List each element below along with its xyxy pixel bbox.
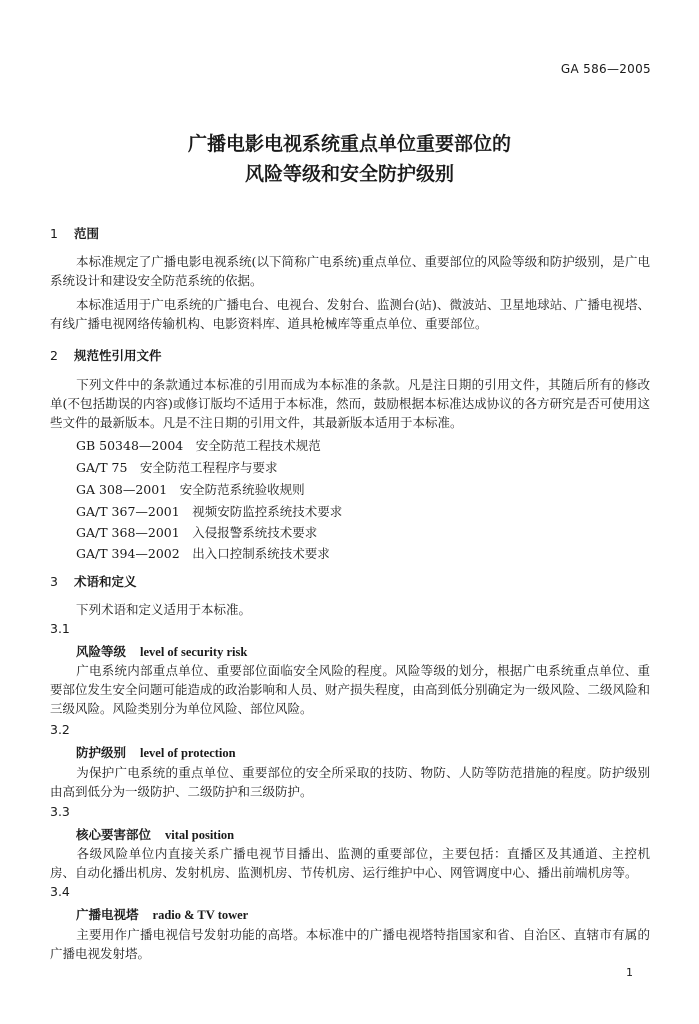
section-2-heading <box>50 346 162 364</box>
term-english: level of protection <box>140 746 236 760</box>
subclause-number: 3.4 <box>50 884 70 899</box>
section-title: 规范性引用文件 <box>74 348 162 363</box>
subclause-number: 3.1 <box>50 621 70 636</box>
normative-reference: GA/T 368—2001 入侵报警系统技术要求 <box>76 525 318 540</box>
subclause-number: 3.3 <box>50 804 70 819</box>
section-2-paragraph <box>50 375 650 432</box>
paragraph-text: 本标准适用于广电系统的广播电台、电视台、发射台、监测台(站)、微波站、卫星地球站、广播电视塔、有线广播电视网络传输机构、电影资料库、道具枪械库等重点单位、重要部位。 <box>50 297 650 331</box>
paragraph-text: 主要用作广播电视信号发射功能的高塔。本标准中的广播电视塔特指国家和省、自治区、直辖市有属的广播电视发射塔。 <box>50 927 650 961</box>
subclause-number: 3.2 <box>50 722 70 737</box>
paragraph-text: 各级风险单位内直接关系广播电视节目播出、监测的重要部位，主要包括：直播区及其通道、主控机房、自动化播出机房、发射机房、监测机房、节传机房、运行维护中心、网管调度中心、播出前端机房等。 <box>50 846 650 880</box>
term-english: radio & TV tower <box>152 908 249 922</box>
term-entry <box>76 642 247 660</box>
term-definition <box>50 661 650 718</box>
term-chinese: 防护级别 <box>76 745 127 760</box>
term-chinese: 核心要害部位 <box>76 827 152 842</box>
term-english: level of security risk <box>140 645 248 659</box>
section-number: 1 <box>50 226 58 241</box>
document-title-line-1: 广播电影电视系统重点单位重要部位的 <box>187 133 511 155</box>
paragraph-text: 为保护广电系统的重点单位、重要部位的安全所采取的技防、物防、人防等防范措施的程度。防护级别由高到低分为一级防护、二级防护和三级防护。 <box>50 765 650 799</box>
normative-reference: GA/T 394—2002 出入口控制系统技术要求 <box>76 546 330 561</box>
standard-code: GA 586—2005 <box>560 62 651 76</box>
section-1-paragraph-2 <box>50 295 650 333</box>
page-number: 1 <box>626 966 633 979</box>
document-title-line-2: 风险等级和安全防护级别 <box>244 163 454 185</box>
section-3-heading <box>50 572 137 590</box>
paragraph-text: 广电系统内部重点单位、重要部位面临安全风险的程度。风险等级的划分，根据广电系统重点单位、重要部位发生安全问题可能造成的政治影响和人员、财产损失程度，由高到低分别确定为一级风险、二级风险和三级风险。风险类别分为单位风险、部位风险。 <box>50 663 651 716</box>
section-number: 3 <box>50 574 58 589</box>
section-title: 范围 <box>74 226 100 241</box>
paragraph-text: 下列文件中的条款通过本标准的引用而成为本标准的条款。凡是注日期的引用文件，其随后所有的修改单(不包括勘误的内容)或修订版均不适用于本标准，然而，鼓励根据本标准达成协议的各方研究是否可使用这些文件的最新版本。凡是不注日期的引用文件，其最新版本适用于本标准。 <box>50 377 650 430</box>
section-title: 术语和定义 <box>74 574 137 589</box>
term-english: vital position <box>165 828 235 842</box>
section-number: 2 <box>50 348 58 363</box>
paragraph-text: 本标准规定了广播电影电视系统(以下简称广电系统)重点单位、重要部位的风险等级和防护级别，是广电系统设计和建设安全防范系统的依据。 <box>50 254 650 288</box>
normative-reference: GA/T 367—2001 视频安防监控系统技术要求 <box>76 504 343 519</box>
section-3-intro: 下列术语和定义适用于本标准。 <box>76 602 252 617</box>
term-entry <box>76 825 234 843</box>
section-1-paragraph-1 <box>50 252 650 290</box>
term-entry <box>76 743 236 761</box>
term-definition <box>50 844 650 882</box>
section-1-heading <box>50 224 99 242</box>
normative-reference: GA 308—2001 安全防范系统验收规则 <box>76 482 305 497</box>
normative-reference: GB 50348—2004 安全防范工程技术规范 <box>76 438 321 453</box>
term-definition <box>50 925 650 963</box>
term-chinese: 风险等级 <box>76 644 127 659</box>
term-entry <box>76 905 248 923</box>
term-chinese: 广播电视塔 <box>76 907 139 922</box>
normative-reference: GA/T 75 安全防范工程程序与要求 <box>76 460 278 475</box>
term-definition <box>50 763 650 801</box>
